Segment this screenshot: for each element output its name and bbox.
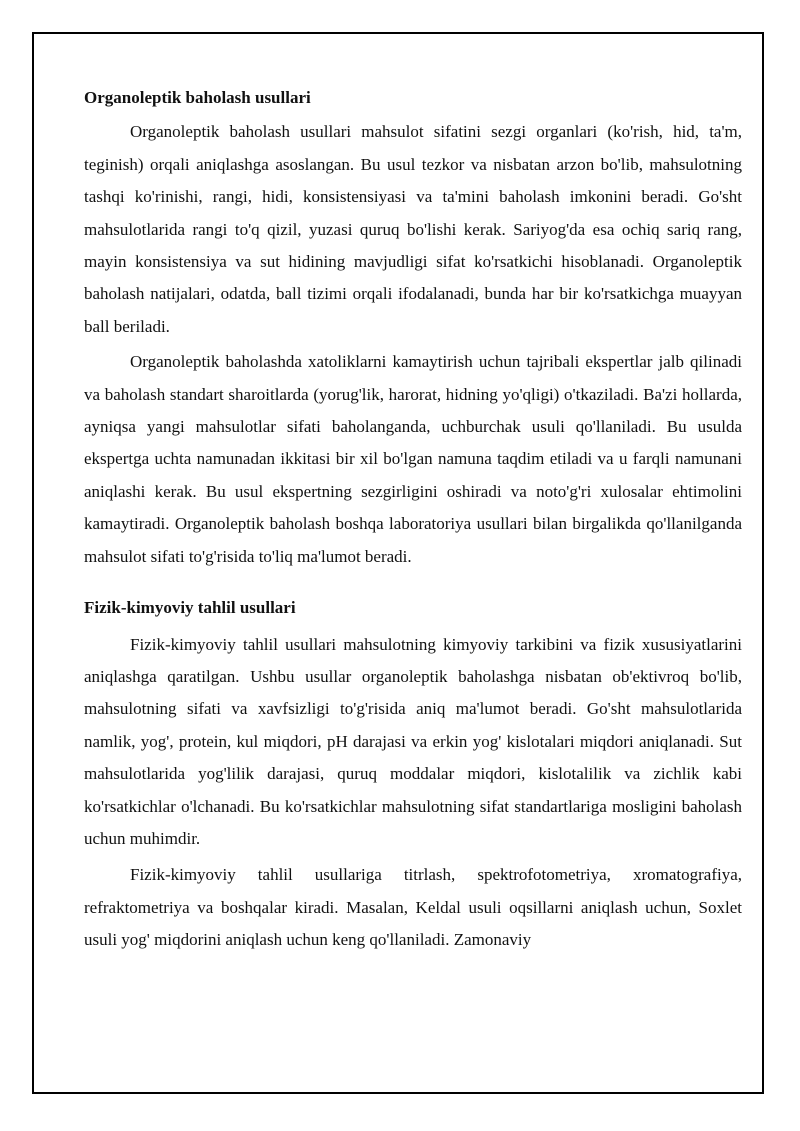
document-body [84, 82, 742, 957]
paragraph: Fizik-kimyoviy tahlil usullariga titrlash, spektrofotometriya, xromatografiya, refraktometriya va boshqalar kiradi. Masalan, Keldal usuli oqsillarni aniqlash uchun, Soxlet usuli yog' miqdorini aniqlash uchun keng qo'llaniladi. Zamonaviy [84, 865, 742, 950]
paragraph: Fizik-kimyoviy tahlil usullari mahsulotning kimyoviy tarkibini va fizik xususiyatlarini aniqlashga qaratilgan. Ushbu usullar organoleptik baholashga nisbatan ob'ektivroq bo'lib, mahsulotning sifati va xavfsizligi to'g'risida aniq ma'lumot beradi. Go'sht mahsulotlarida namlik, yog', protein, kul miqdori, pH darajasi va erkin yog' kislotalari miqdori aniqlanadi. Sut mahsulotlarida yog'lilik darajasi, quruq moddalar miqdori, kislotalilik va zichlik kabi ko'rsatkichlar o'lchanadi. Bu ko'rsatkichlar mahsulotning sifat standartlariga mosligini baholash uchun muhimdir. [84, 634, 742, 848]
paragraph: Organoleptik baholashda xatoliklarni kamaytirish uchun tajribali ekspertlar jalb qilinadi va baholash standart sharoitlarda (yorug'lik, harorat, hidning yo'qligi) o'tkaziladi. Ba'zi hollarda, ayniqsa yangi mahsulotlar sifati baholanganda, uchburchak usuli qo'llaniladi. Bu usulda ekspertga uchta namunadan ikkitasi bir xil bo'lgan namuna taqdim etiladi va u farqli namunani aniqlashi kerak. Bu usul ekspertning sezgirligini oshiradi va noto'g'ri xulosalar ehtimolini kamaytiradi. Organoleptik baholash boshqa laboratoriya usullari bilan birgalikda qo'llanilganda mahsulot sifati to'g'risida to'liq ma'lumot beradi. [84, 352, 742, 566]
paragraph: Organoleptik baholash usullari mahsulot sifatini sezgi organlari (ko'rish, hid, ta'm, teginish) orqali aniqlashga asoslangan. Bu usul tezkor va nisbatan arzon bo'lib, mahsulotning tashqi ko'rinishi, rangi, hidi, konsistensiyasi va ta'mini baholash imkonini beradi. Go'sht mahsulotlarida rangi to'q qizil, yuzasi quruq bo'lishi kerak. Sariyog'da esa ochiq sariq rang, mayin konsistensiya va sut hidining mavjudligi sifat ko'rsatkichi hisoblanadi. Organoleptik baholash natijalari, odatda, ball tizimi orqali ifodalanadi, bunda har bir ko'rsatkichga muayyan ball beriladi. [84, 122, 742, 336]
section-heading-physicochemical: Fizik-kimyoviy tahlil usullari [84, 598, 296, 618]
section-heading-organoleptic: Organoleptik baholash usullari [84, 88, 311, 107]
